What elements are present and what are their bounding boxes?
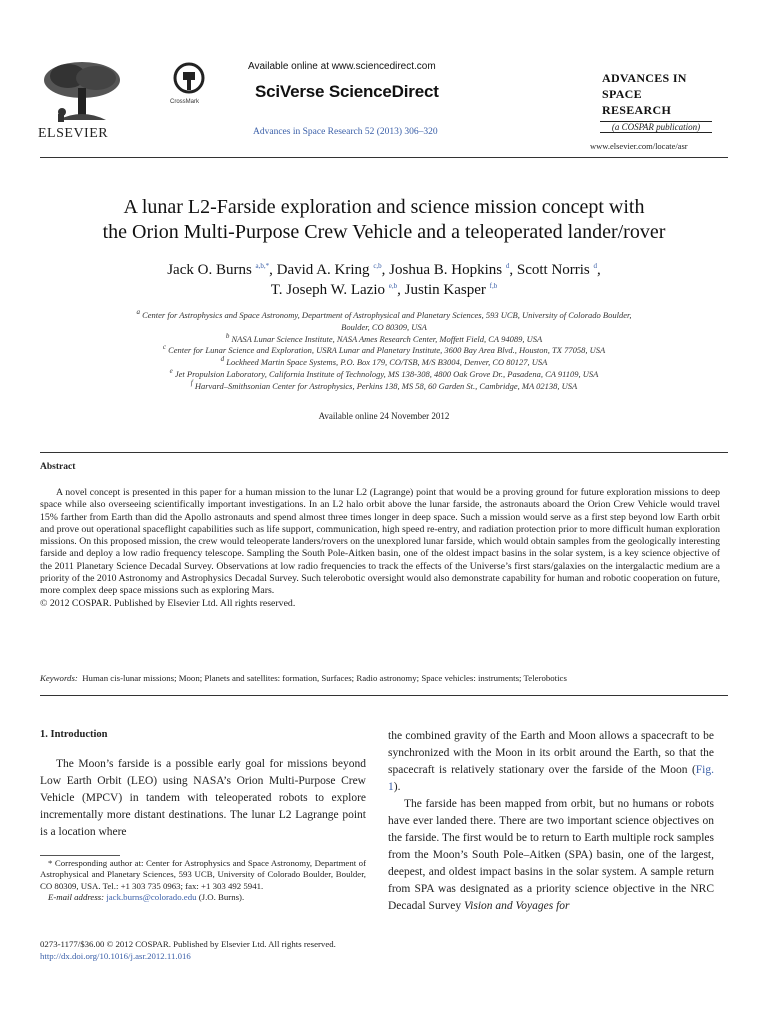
author-affiliation-mark[interactable]: d	[593, 262, 598, 270]
paragraph-text: ).	[393, 781, 401, 793]
author-affiliation-mark[interactable]: e,b	[388, 282, 398, 290]
author-list	[0, 260, 768, 300]
intro-paragraph-2	[388, 728, 714, 796]
affiliation-item	[40, 331, 728, 346]
affiliation-item	[40, 357, 728, 369]
author-separator: ,	[397, 282, 405, 298]
corresponding-author-note: * Corresponding author at: Center for Astrophysics and Space Astronomy, Department of Astrophysical and Planetary Sciences, 593 UCB, University of Colorado Boulder, Boulder, CO 80309, USA. Tel.: +1 303 735 0963; fax: +1 303 492 5941.	[40, 858, 366, 891]
author-affiliation-mark[interactable]: f,b	[489, 282, 498, 290]
figure-link[interactable]: Fig. 1	[388, 764, 714, 793]
author-affiliation-mark[interactable]: a,b,*	[255, 262, 270, 270]
affiliation-text: Harvard–Smithsonian Center for Astrophysics, Perkins 138, MS 58, 60 Garden St., Cambridge, MA 02138, USA	[194, 380, 578, 391]
intro-column-2	[388, 728, 714, 915]
author-affiliation-mark[interactable]: d	[505, 262, 510, 270]
journal-title	[602, 70, 687, 118]
email-label: E-mail address:	[48, 892, 105, 903]
paragraph-text: The farside has been mapped from orbit, but no humans or robots have ever landed there. There are two important science objectives on the farside. The first would be to return to Earth multiple rock samples from the Moon’s South Pole–Aitken (SPA) basin, one of the largest, deepest, and oldest impact basins in the solar system. A sample return from SPA was designated as a priority science objective in the NRC Decadal Survey	[388, 798, 714, 912]
affiliation-item	[40, 345, 728, 357]
affiliation-mark: e	[169, 367, 173, 376]
email-line	[40, 892, 366, 903]
paper-title	[0, 195, 768, 245]
available-online-date: Available online 24 November 2012	[318, 411, 450, 421]
header-divider	[40, 157, 728, 158]
affiliation-text: Center for Lunar Science and Exploration, USRA Lunar and Planetary Institute, 3600 Bay Area Blvd., Houston, TX 77058, USA	[168, 345, 606, 356]
author-name: Jack O. Burns	[167, 262, 252, 278]
affiliation-mark: d	[220, 355, 225, 364]
affiliation-item	[40, 369, 728, 381]
journal-url[interactable]: www.elsevier.com/locate/asr	[590, 141, 688, 151]
author-separator: ,	[269, 262, 277, 278]
affiliation-item	[40, 310, 728, 322]
sciencedirect-logo: SciVerse ScienceDirect	[255, 82, 439, 101]
abstract-bottom-divider	[40, 695, 728, 696]
affiliation-mark: f	[190, 378, 193, 387]
italic-title: Vision and Voyages for	[464, 900, 570, 912]
email-suffix: (J.O. Burns).	[198, 892, 245, 903]
elsevier-tree-logo	[38, 58, 126, 124]
affiliation-item	[40, 378, 728, 393]
abstract-top-divider	[40, 452, 728, 453]
abstract-body	[40, 487, 720, 610]
author-separator: ,	[509, 262, 517, 278]
keywords-text: Human cis-lunar missions; Moon; Planets and satellites: formation, Surfaces; Radio astronomy; Space vehicles: instruments; Telerobotics	[82, 673, 567, 683]
journal-title-line2: SPACE	[602, 87, 642, 101]
abstract-copyright: © 2012 COSPAR. Published by Elsevier Ltd. All rights reserved.	[40, 597, 296, 609]
journal-title-line3: RESEARCH	[602, 103, 672, 117]
affiliation-text: Boulder, CO 80309, USA	[341, 321, 427, 332]
intro-paragraph-1: The Moon’s farside is a possible early goal for missions beyond Low Earth Orbit (LEO) using NASA’s Orion Multi-Purpose Crew Vehicle (MPCV) in tandem with teleoperated robots to explore incrementally more distant destinations. The lunar L2 Lagrange point is a location where	[40, 758, 366, 838]
journal-subtitle: (a COSPAR publication)	[600, 121, 712, 133]
intro-paragraph-3	[388, 796, 714, 915]
doi-link[interactable]: http://dx.doi.org/10.1016/j.asr.2012.11.016	[40, 950, 191, 961]
abstract-text: A novel concept is presented in this paper for a human mission to the lunar L2 (Lagrange) point that would be a proving ground for future exploration missions to deep space while also overseeing scientifically important investigations. In an L2 halo orbit above the lunar farside, the astronauts aboard the Orion Crew Vehicle would travel 15% farther from Earth than did the Apollo astronauts and spend almost three times longer in deep space. Such a mission would serve as a first step beyond low Earth orbit and prove out operational spaceflight capabilities such as life support, communication, high speed re-entry, and radiation protection prior to more difficult human exploration missions. On this proposed mission, the crew would teleoperate landers/rovers on the unexplored lunar farside, which would obtain samples from the geologically interesting farside and deploy a low radio frequency telescope. Sampling the South Pole-Aitken basin, one of the oldest impact basins in the solar system, is a key science objective of the 2011 Planetary Science Decadal Survey. Observations at low radio frequencies to track the effects of the Universe’s first stars/galaxies on the intergalactic medium are a priority of the 2010 Astronomy and Astrophysics Decadal Survey. Such telerobotic oversight would also demonstrate capability for human and robotic cooperation on future, more complex deep space missions such as exploring Mars.	[40, 487, 720, 597]
keywords	[40, 673, 567, 683]
author-name: T. Joseph W. Lazio	[270, 282, 386, 298]
author-separator: ,	[597, 262, 601, 278]
footnote-divider	[40, 855, 120, 856]
affiliation-mark: c	[162, 343, 166, 352]
crossmark-icon[interactable]	[172, 62, 206, 100]
author-name: Joshua B. Hopkins	[389, 262, 503, 278]
page-footer	[40, 939, 336, 963]
author-name: Scott Norris	[516, 262, 590, 278]
affiliation-item	[40, 322, 728, 334]
publisher-name: ELSEVIER	[38, 126, 109, 141]
affiliation-text: Jet Propulsion Laboratory, California Institute of Technology, MS 138-308, 4800 Oak Grove Dr., Pasadena, CA 91109, USA	[174, 368, 599, 379]
keywords-label: Keywords:	[40, 673, 78, 683]
issn-line: 0273-1177/$36.00 © 2012 COSPAR. Published by Elsevier Ltd. All rights reserved.	[40, 939, 336, 949]
affiliation-text: Center for Astrophysics and Space Astronomy, Department of Astrophysical and Planetary Sciences, 593 UCB, University of Colorado Boulder,	[142, 310, 632, 320]
author-separator: ,	[381, 262, 390, 278]
email-link[interactable]: jack.burns@colorado.edu	[106, 892, 197, 903]
paragraph-text: the combined gravity of the Earth and Moon allows a spacecraft to be synchronized with the Moon in its orbit around the Earth, so that the spacecraft is relatively stationary over the farside of the Moon (	[388, 730, 714, 776]
affiliation-text: NASA Lunar Science Institute, NASA Ames Research Center, Moffett Field, CA 94089, USA	[231, 333, 543, 344]
footnote	[40, 858, 366, 904]
available-online-text: Available online at www.sciencedirect.com	[248, 61, 436, 72]
affiliation-mark: b	[225, 331, 230, 340]
author-name: David A. Kring	[276, 262, 370, 278]
journal-citation[interactable]: Advances in Space Research 52 (2013) 306–320	[253, 127, 438, 137]
paper-title-line1: A lunar L2-Farside exploration and science mission concept with	[123, 196, 645, 218]
crossmark-label: CrossMark	[170, 99, 200, 105]
author-affiliation-mark[interactable]: c,b	[373, 262, 382, 270]
affiliation-text: Lockheed Martin Space Systems, P.O. Box 179, CO/TSB, M/S B3004, Denver, CO 80127, USA	[226, 357, 548, 368]
affiliation-mark: a	[136, 308, 140, 317]
journal-title-line1: ADVANCES IN	[602, 71, 687, 85]
paper-title-line2: the Orion Multi-Purpose Crew Vehicle and a teleoperated lander/rover	[102, 221, 666, 243]
author-name: Justin Kasper	[404, 282, 486, 298]
affiliation-list	[40, 310, 728, 393]
section-heading-introduction: 1. Introduction	[40, 729, 108, 740]
abstract-heading: Abstract	[40, 462, 76, 472]
